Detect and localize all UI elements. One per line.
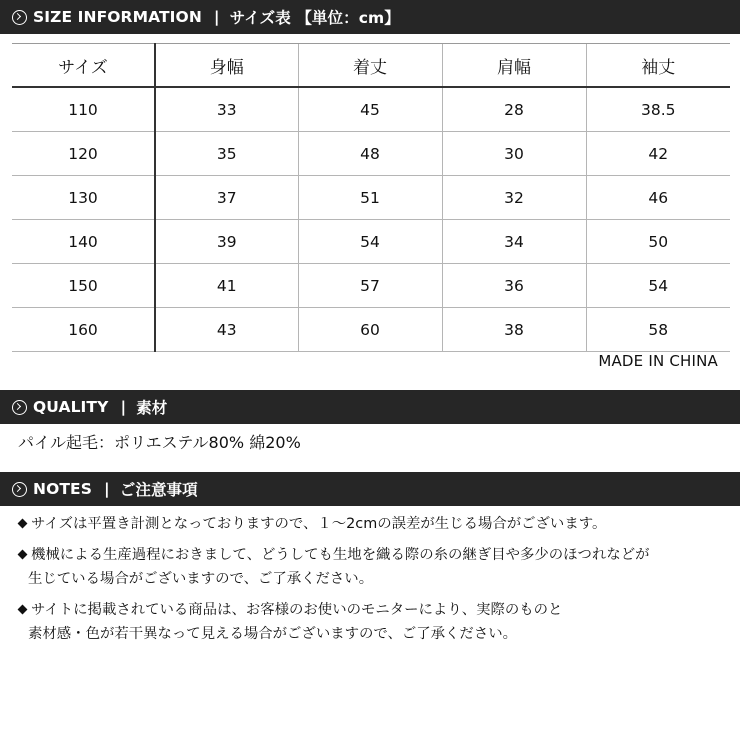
- note-text: サイトに掲載されている商品は、お客様のお使いのモニターにより、実際のものと: [31, 602, 563, 618]
- notes-list: [16, 512, 731, 653]
- diamond-bullet-icon: [18, 604, 28, 614]
- country-of-origin: MADE IN CHINA: [598, 352, 718, 370]
- table-cell: 35: [155, 132, 298, 176]
- table-cell: 42: [586, 132, 730, 176]
- size-section-title: SIZE INFORMATION: [33, 8, 202, 26]
- note-text: サイズは平置き計測となっておりますので、１～2cmの誤差が生じる場合がございます。: [31, 516, 607, 532]
- size-cell: 140: [12, 220, 155, 264]
- size-table-header-row: [12, 44, 730, 88]
- size-cell: 120: [12, 132, 155, 176]
- table-cell: 30: [442, 132, 586, 176]
- table-cell: 50: [586, 220, 730, 264]
- table-cell: 46: [586, 176, 730, 220]
- table-row: [12, 308, 730, 352]
- notes-header: [0, 472, 740, 506]
- table-cell: 39: [155, 220, 298, 264]
- table-cell: 54: [298, 220, 442, 264]
- header-sleeve-length: 袖丈: [586, 44, 730, 88]
- table-row: [12, 176, 730, 220]
- header-chest-width: 身幅: [155, 44, 298, 88]
- table-cell: 38.5: [586, 87, 730, 132]
- table-cell: 28: [442, 87, 586, 132]
- table-cell: 51: [298, 176, 442, 220]
- notes-section-subtitle: ご注意事項: [119, 481, 198, 499]
- table-cell: 32: [442, 176, 586, 220]
- table-row: [12, 132, 730, 176]
- header-size: サイズ: [12, 44, 155, 88]
- table-cell: 38: [442, 308, 586, 352]
- note-item: [16, 512, 731, 536]
- quality-section-subtitle: 素材: [136, 399, 168, 417]
- table-cell: 60: [298, 308, 442, 352]
- table-cell: 34: [442, 220, 586, 264]
- size-cell: 160: [12, 308, 155, 352]
- chevron-circle-right-icon: [12, 400, 27, 415]
- quality-section-title: QUALITY: [33, 398, 109, 416]
- table-row: [12, 220, 730, 264]
- notes-section-title: NOTES: [33, 480, 92, 498]
- size-section-separator: |: [213, 8, 220, 26]
- table-cell: 45: [298, 87, 442, 132]
- table-cell: 33: [155, 87, 298, 132]
- chevron-circle-right-icon: [12, 482, 27, 497]
- size-section-subtitle: サイズ表 【単位：cm】: [229, 9, 400, 27]
- material-composition: パイル起毛：ポリエステル80% 綿20%: [18, 433, 301, 452]
- table-cell: 58: [586, 308, 730, 352]
- table-cell: 36: [442, 264, 586, 308]
- quality-header: [0, 390, 740, 424]
- chevron-circle-right-icon: [12, 10, 27, 25]
- header-shoulder-width: 肩幅: [442, 44, 586, 88]
- table-cell: 41: [155, 264, 298, 308]
- notes-section-separator: |: [103, 480, 110, 498]
- note-item: [16, 598, 731, 646]
- size-cell: 150: [12, 264, 155, 308]
- table-cell: 54: [586, 264, 730, 308]
- table-cell: 57: [298, 264, 442, 308]
- table-row: [12, 87, 730, 132]
- table-cell: 43: [155, 308, 298, 352]
- size-information-header: [0, 0, 740, 34]
- size-table: [12, 43, 730, 352]
- note-text: 機械による生産過程におきまして、どうしても生地を織る際の糸の継ぎ目や多少のほつれなどが: [31, 547, 650, 563]
- note-item: [16, 543, 731, 591]
- diamond-bullet-icon: [18, 518, 28, 528]
- note-text-continued: 生じている場合がございますので、ご了承ください。: [28, 571, 374, 587]
- table-cell: 37: [155, 176, 298, 220]
- note-text-continued: 素材感・色が若干異なって見える場合がございますので、ご了承ください。: [28, 626, 517, 642]
- size-cell: 110: [12, 87, 155, 132]
- quality-section-separator: |: [120, 398, 127, 416]
- table-row: [12, 264, 730, 308]
- table-cell: 48: [298, 132, 442, 176]
- size-cell: 130: [12, 176, 155, 220]
- header-length: 着丈: [298, 44, 442, 88]
- diamond-bullet-icon: [18, 549, 28, 559]
